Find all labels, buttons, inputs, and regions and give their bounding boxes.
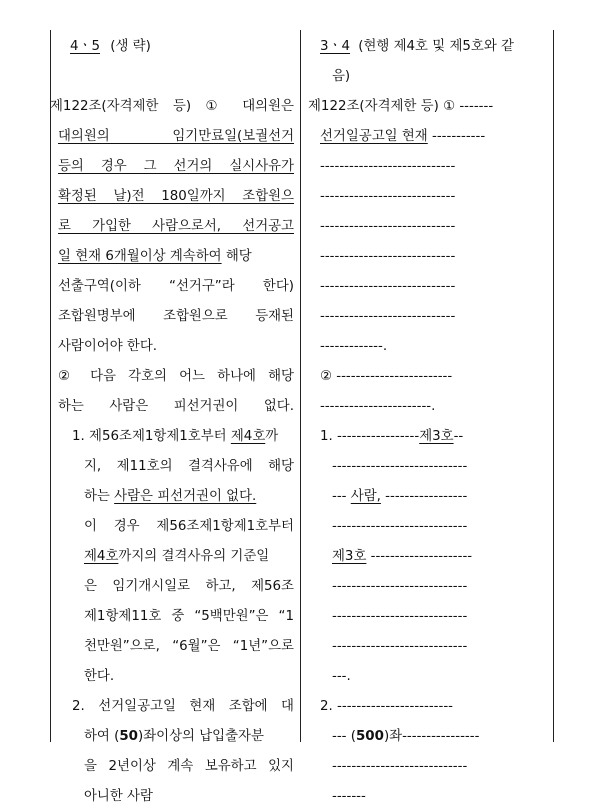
dash-filler: --- ( [332,729,356,744]
right-para2-line: -----------------------. [320,399,436,414]
plain-text: 해당 [221,249,252,264]
left-para1-line [58,242,294,272]
plain-text: 까지의 결격사유의 기준일 [118,549,270,564]
right-para1-line: ---------------------------- [320,189,456,204]
spacer [58,62,294,92]
left-para1-line: 선출구역(이하 “선거구”라 한다) [58,279,294,294]
underlined-text: 제4호 [230,429,266,444]
right-heading-number: 3ㆍ4 [320,39,350,54]
right-para1-line: ---------------------------- [320,249,456,264]
right-item2-line: ------- [332,789,366,804]
left-item1-line [58,482,294,512]
dash-filler: --------------------- [366,549,473,564]
dash-filler: ----------------- [380,489,468,504]
plain-text: )좌이상의 납입출자분 [138,729,264,744]
left-para1-line: 조합원명부에 조합원으로 등재된 [58,309,294,324]
right-item1-line: ---------------------------- [332,579,468,594]
right-heading-cont: 음) [332,69,351,84]
right-para1-line [308,122,546,152]
left-para2-line: 하는 사람은 피선거권이 없다. [58,399,294,414]
left-heading-number: 4ㆍ5 [70,39,100,54]
underlined-text: 로 가입한 사람으로서, 선거공고 [58,219,294,234]
left-para2-line: ② 다음 각호의 어느 하나에 해당 [58,369,294,384]
left-item1-line [58,542,294,572]
right-para2-line: ② ------------------------ [320,369,453,384]
right-item1-line [308,422,546,452]
right-para1-line: ---------------------------- [320,219,456,234]
underlined-text: 제4호 [84,549,119,564]
dash-filler: )좌---------------- [383,729,480,744]
left-para1-line: 사람이어야 한다. [58,339,158,354]
right-item1-line [308,542,546,572]
left-item2-line [58,722,294,752]
left-item1-line: 제1항제11호 중 “5백만원”은 “1 [84,609,294,624]
right-item1-line: ---------------------------- [332,519,468,534]
plain-text: 하여 ( [84,729,120,744]
right-border-line [553,30,554,742]
left-heading-note: (생 략) [110,39,151,54]
plain-text: 까 [265,429,279,444]
right-item2-line: 2. ------------------------ [320,699,453,714]
right-para1-line: ---------------------------- [320,279,456,294]
left-para1-line [58,212,294,242]
underlined-text: 선거일공고일 현재 [320,129,428,144]
underlined-text: 일 현재 6개월이상 계속하여 [58,249,222,264]
right-item1-line: ---. [332,669,351,684]
underlined-text: 제3호 [419,429,454,444]
underlined-text: 사람, [350,489,381,504]
bold-number: 500 [355,729,384,744]
left-para1-line: 대의원의 임기만료일(보궐선거 [58,129,294,144]
left-para1-line: 등의 경우 그 선거의 실시사유가 [58,159,294,174]
right-heading-note: (현행 제4호 및 제5호와 같 [358,39,514,54]
plain-text: 하는 [84,489,115,504]
underlined-text: 사람은 피선거권이 없다. [114,489,257,504]
right-item1-line [308,482,546,512]
current-provision-column [50,32,294,812]
left-item2-line: 아니한 사람 [84,789,153,804]
left-item2-line: 을 2년이상 계속 보유하고 있지 [84,759,294,774]
dash-filler: 1. ----------------- [320,429,420,444]
left-item1-line: 이 경우 제56조제1항제1호부터 [84,519,294,534]
left-item1-line: 지, 제11호의 결격사유에 해당 [84,459,294,474]
left-item1-line: 한다. [84,669,115,684]
left-para1-line: 확정된 날)전 180일까지 조합원으 [58,189,294,204]
left-item1-line: 천만원”으로, “6월”은 “1년”으로 [84,639,294,654]
right-para1-line: ---------------------------- [320,309,456,324]
right-item2-line [308,722,546,752]
center-divider-line [300,30,301,742]
left-heading [58,32,294,62]
right-article-title: 제122조(자격제한 등) ① ------- [308,99,494,114]
plain-text: 1. 제56조제1항제1호부터 [72,429,231,444]
left-item1-line [58,422,294,452]
left-article-title: 제122조(자격제한 등) ① 대의원은 [50,99,294,114]
bold-number: 50 [119,729,138,744]
right-para1-line: ---------------------------- [320,159,456,174]
right-item1-line: ---------------------------- [332,609,468,624]
dash-filler: -- [453,429,464,444]
dash-filler: ----------- [427,129,486,144]
dash-filler: --- [332,489,351,504]
amended-provision-column [308,32,546,812]
left-border-line [50,30,51,742]
right-item1-line: ---------------------------- [332,459,468,474]
right-item1-line: ---------------------------- [332,639,468,654]
right-heading [308,32,546,62]
left-item2-line: 2. 선거일공고일 현재 조합에 대 [72,699,294,714]
right-item2-line: ---------------------------- [332,759,468,774]
underlined-text: 제3호 [332,549,367,564]
right-para1-line: -------------. [320,339,388,354]
left-item1-line: 은 임기개시일로 하고, 제56조 [84,579,294,594]
